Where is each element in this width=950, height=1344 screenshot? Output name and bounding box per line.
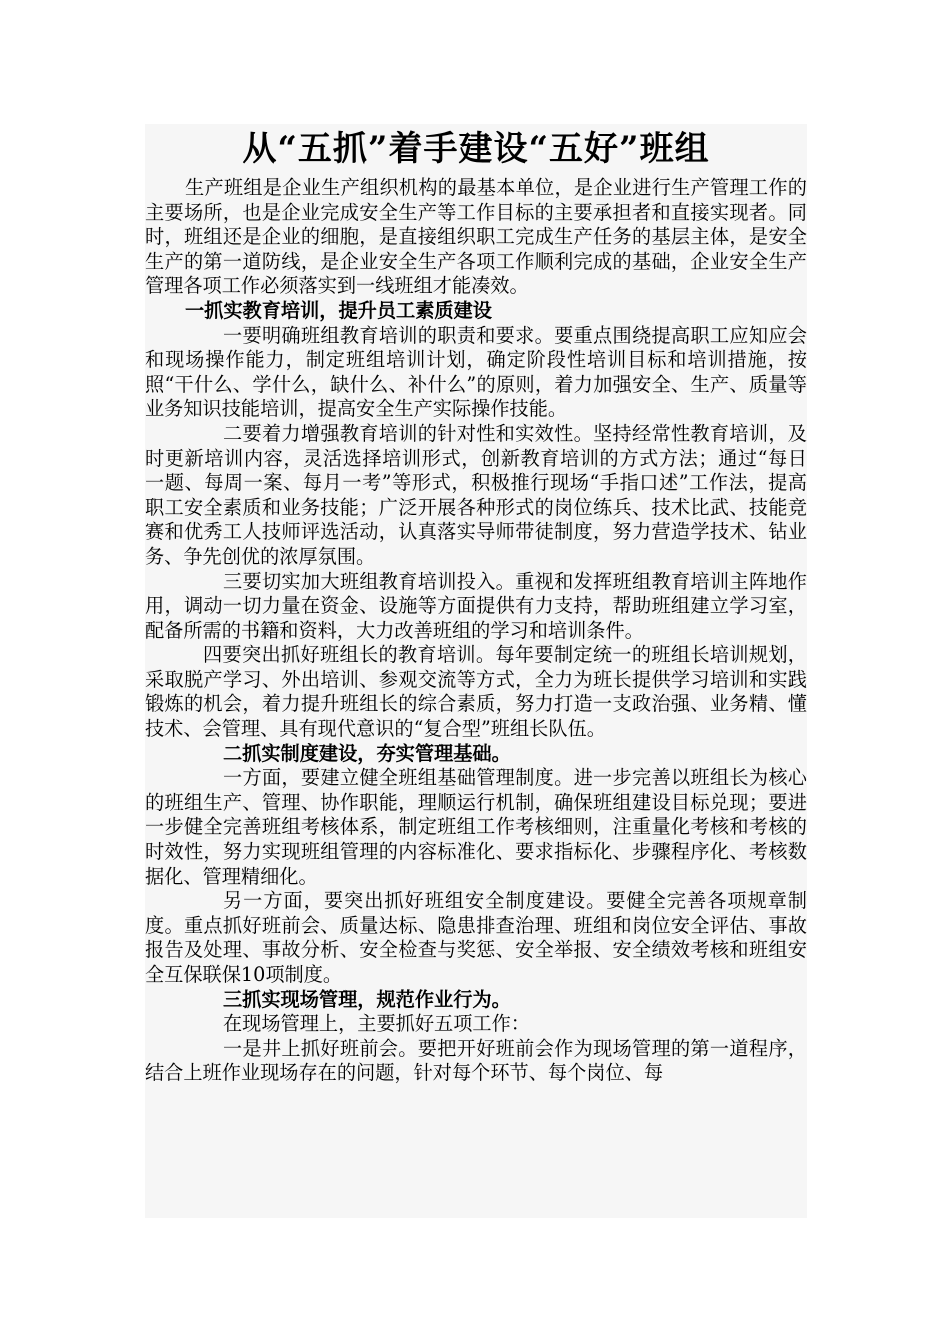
paragraph-1-2: 二要着力增强教育培训的针对性和实效性。坚持经常性教育培训，及时更新培训内容，灵活选择培训形式，创新教育培训的方式方法；通过“每日一题、每周一案、每月一考”等形式，积极推行现场“手指口述”工作法，提高职工安全素质和业务技能；广泛开展各种形式的岗位练兵、技术比武、技能竞赛和优秀工人技师评选活动，认真落实导师带徒制度，努力营造学技术、钻业务、争先创优的浓厚氛围。 bbox=[145, 421, 807, 568]
paragraph-1-3: 三要切实加大班组教育培训投入。重视和发挥班组教育培训主阵地作用，调动一切力量在资金、设施等方面提供有力支持，帮助班组建立学习室，配备所需的书籍和资料，大力改善班组的学习和培训条件。 bbox=[145, 569, 807, 642]
section-heading-2: 二抓实制度建设，夯实管理基础。 bbox=[223, 741, 511, 765]
paragraph-3-intro: 在现场管理上，主要抓好五项工作： bbox=[223, 1012, 530, 1036]
document-title: 从“五抓”着手建设“五好”班组 bbox=[242, 129, 710, 169]
document-body bbox=[145, 124, 807, 1218]
paragraph-1-4: 四要突出抓好班组长的教育培训。每年要制定统一的班组长培训规划，采取脱产学习、外出培训、参观交流等方式，全力为班长提供学习培训和实践锻炼的机会，着力提升班组长的综合素质，努力打造一支政治强、业务精、懂技术、会管理、具有现代意识的“复合型”班组长队伍。 bbox=[145, 643, 807, 741]
paragraph-2-2: 另一方面，要突出抓好班组安全制度建设。要健全完善各项规章制度。重点抓好班前会、质量达标、隐患排查治理、班组和岗位安全评估、事故报告及处理、事故分析、安全检查与奖惩、安全举报、安全绩效考核和班组安全互保联保10项制度。 bbox=[145, 889, 807, 986]
paragraph-intro: 生产班组是企业生产组织机构的最基本单位，是企业进行生产管理工作的主要场所，也是企业完成安全生产等工作目标的主要承担者和直接实现者。同时，班组还是企业的细胞，是直接组织职工完成生产任务的基层主体，是安全生产的第一道防线，是企业安全生产各项工作顺利完成的基础，企业安全生产管理各项工作必须落实到一线班组才能凑效。 bbox=[145, 176, 807, 298]
paragraph-1-1: 一要明确班组教育培训的职责和要求。要重点围绕提高职工应知应会和现场操作能力，制定班组培训计划，确定阶段性培训目标和培训措施，按照“干什么、学什么，缺什么、补什么”的原则，着力加强安全、生产、质量等业务知识技能培训，提高安全生产实际操作技能。 bbox=[145, 323, 807, 421]
paragraph-2-1: 一方面，要建立健全班组基础管理制度。进一步完善以班组长为核心的班组生产、管理、协作职能，理顺运行机制，确保班组建设目标兑现；要进一步健全完善班组考核体系，制定班组工作考核细则，注重量化考核和考核的时效性，努力实现班组管理的内容标准化、要求指标化、步骤程序化、考核数据化、管理精细化。 bbox=[145, 766, 807, 888]
section-heading-1: 一抓实教育培训，提升员工素质建设 bbox=[185, 298, 492, 322]
section-heading-3: 三抓实现场管理，规范作业行为。 bbox=[223, 987, 511, 1011]
paragraph-3-1: 一是井上抓好班前会。要把开好班前会作为现场管理的第一道程序，结合上班作业现场存在的问题，针对每个环节、每个岗位、每 bbox=[145, 1036, 807, 1085]
